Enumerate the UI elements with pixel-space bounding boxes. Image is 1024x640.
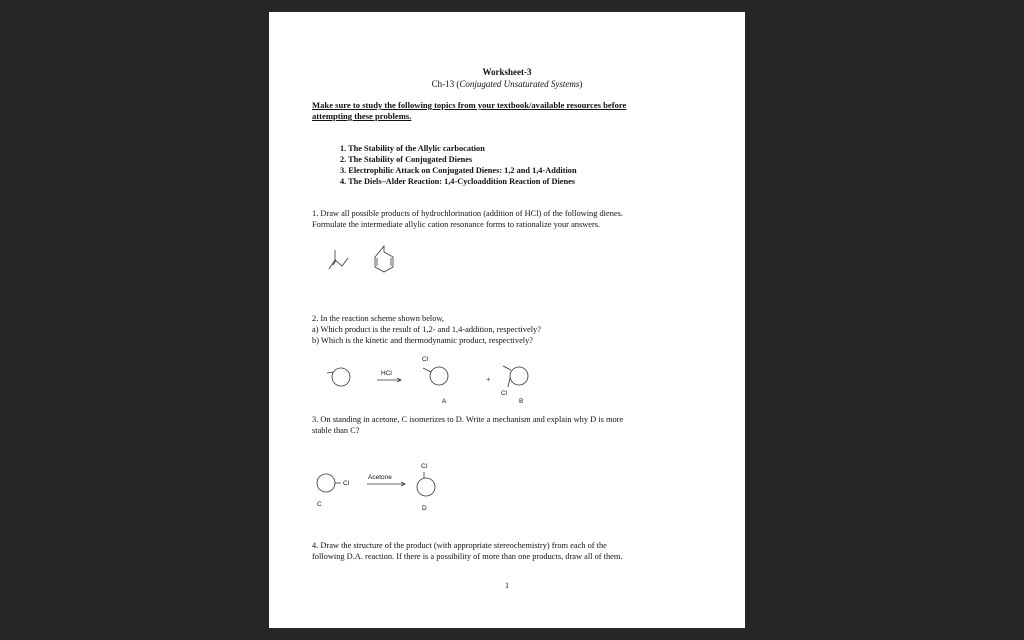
question-3-line: 3. On standing in acetone, C isomerizes to D. Write a mechanism and explain why D is more bbox=[312, 415, 624, 424]
subtitle-suffix: ) bbox=[579, 79, 583, 89]
chlorine-label: Cl bbox=[422, 356, 429, 363]
reaction-arrow bbox=[367, 482, 407, 486]
question-1-line: Formulate the intermediate allylic cation resonance forms to rationalize your answers. bbox=[312, 220, 601, 229]
plus-sign: + bbox=[486, 375, 491, 384]
topic-item: 2. The Stability of Conjugated Dienes bbox=[340, 155, 473, 164]
topic-item: 3. Electrophilic Attack on Conjugated Dienes: 1,2 and 1,4-Addition bbox=[340, 166, 577, 175]
question-4-line: 4. Draw the structure of the product (with appropriate stereochemistry) from each of the bbox=[312, 541, 607, 550]
diene-structure-2 bbox=[369, 242, 399, 278]
topic-item: 1. The Stability of the Allylic carbocation bbox=[340, 144, 485, 153]
reagent-acetone: Acetone bbox=[368, 474, 392, 481]
question-2-line: 2. In the reaction scheme shown below, bbox=[312, 314, 445, 323]
chlorine-label: Cl bbox=[421, 463, 428, 470]
question-3-line: stable than C? bbox=[312, 426, 360, 435]
question-4-line: following D.A. reaction. If there is a possibility of more than one products, draw all of them. bbox=[312, 552, 623, 561]
notice-line-1: Make sure to study the following topics from your textbook/available resources before bbox=[312, 100, 627, 110]
topic-item: 4. The Diels–Alder Reaction: 1,4-Cycloaddition Reaction of Dienes bbox=[340, 177, 575, 186]
product-b-label: B bbox=[519, 398, 524, 405]
chlorine-label: Cl bbox=[501, 390, 508, 397]
diene-structure-1 bbox=[324, 244, 354, 274]
compound-d-label: D bbox=[422, 505, 427, 512]
compound-c-label: C bbox=[317, 501, 322, 508]
compound-c-structure bbox=[313, 470, 343, 496]
question-1-line: 1. Draw all possible products of hydrochlorination (addition of HCl) of the following dienes. bbox=[312, 209, 623, 218]
page-title: Worksheet-3 bbox=[482, 67, 532, 77]
worksheet-page bbox=[269, 12, 745, 628]
question-2-line: b) Which is the kinetic and thermodynamic product, respectively? bbox=[312, 336, 534, 345]
reaction-arrow bbox=[377, 378, 403, 382]
question-2-line: a) Which product is the result of 1,2- and 1,4-addition, respectively? bbox=[312, 325, 541, 334]
page-subtitle bbox=[269, 79, 745, 90]
chlorine-label: Cl bbox=[343, 480, 350, 487]
compound-d-structure bbox=[412, 470, 442, 498]
methylcycloheptadiene-structure bbox=[324, 364, 354, 390]
page-number: 1 bbox=[505, 581, 509, 590]
product-a-label: A bbox=[442, 398, 447, 405]
product-a-structure bbox=[419, 362, 455, 390]
reagent-hcl: HCl bbox=[381, 370, 392, 377]
subtitle-italic: Conjugated Unsaturated Systems bbox=[459, 79, 580, 89]
subtitle-prefix: Ch-13 ( bbox=[431, 79, 460, 89]
notice-line-2: attempting these problems. bbox=[312, 111, 412, 121]
